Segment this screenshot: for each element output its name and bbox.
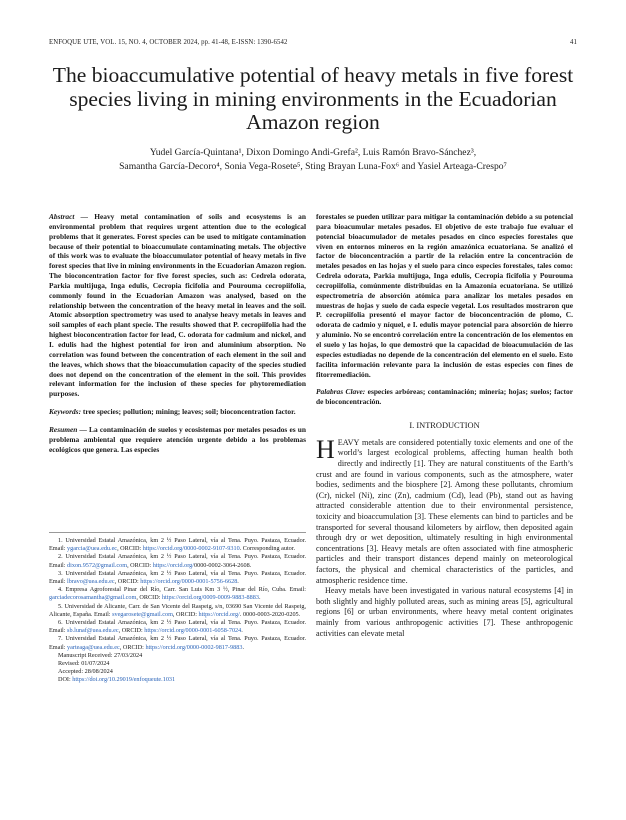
footnotes [49, 532, 306, 685]
running-head: ENFOQUE UTE, VOL. 15, NO. 4, OCTOBER 2024, pp. 41-48, E-ISSN: 1390-6542 [49, 39, 288, 46]
footnote [49, 570, 306, 586]
footnote-text: 6. Universidad Estatal Amazónica, km 2 ½ Paso Lateral, vía al Tena. Puyo. Pastaza, Ecuador. Email: [49, 619, 306, 635]
footnote-orcid-link[interactable]: https://orcid.org/0000-0002-9107-9310 [142, 545, 240, 553]
palabras-clave [316, 387, 573, 407]
footnote-orcid-label: , ORCID: [127, 561, 153, 569]
footnote-email-link[interactable]: dixon.9572@gmail.com [67, 561, 128, 569]
footnote-text: 3. Universidad Estatal Amazónica, km 2 ½ Paso Lateral, vía al Tena. Puyo. Pastaza, Ecuador. Email: [49, 569, 306, 586]
intro-lead-word: EAVY [337, 437, 360, 447]
palabras-label: Palabras Clave: [316, 387, 366, 397]
footnote-tail: . [258, 594, 261, 602]
footnote-text: 5. Universidad de Alicante, Carr. de San Vicente del Raspeig, s/n, 03690 San Vicente del Raspeig, Alicante, España. Email: [49, 602, 306, 618]
footnote-orcid-link[interactable]: https://orcid.org/0009-0009-9883-8883 [161, 594, 259, 602]
footnote-tail: . [241, 627, 243, 635]
intro-paragraph-2: Heavy metals have been investigated in various natural ecosystems [4] in both slightly and highly polluted areas, such as mining areas [5], agricultural regions [6] or urban environments, where heavy metal content originates mainly from various anthropogenic activities [7]. These anthropogenic activities can elevate metal [316, 586, 573, 638]
keywords-label: Keywords: [49, 407, 82, 417]
intro-p1-text: metals are considered potentially toxic elements and one of the world’s largest ecological problems, affecting human health both directly and indirectly [1]. They are natural constituents of the Earth’s crust and are found in various components, such as the atmosphere, water bodies, sediments and the biosphere [2]. Among these pollutants, chromium (Cr), nickel (Ni), zinc (Zn), cadmium (Cd), lead (Pb), stand out as having attracted considerable attention due to their environmental persistence, toxicity and bioaccumulation [3]. These elements can bind to particles and be transported for several thousand kilometers by airflow, then deposited again through dry or wet deposition, ultimately resulting in high environmental concentrations [3]. Heavy metals are often associated with fine atmospheric particles and their transport distances depend mainly on meteorological factors, the physical and chemical characteristics of the particles, and atmospheric residence time. [316, 437, 573, 585]
abstract [49, 212, 306, 399]
footnote-text: 1. Universidad Estatal Amazónica, km 2 ½ Paso Lateral, vía al Tena. Puyo. Pastaza, Ecuador. Email: [49, 537, 306, 553]
doi-link[interactable]: https://doi.org/10.29019/enfoqueute.1031 [72, 676, 176, 684]
footnote-tail: . 0000-0003-2020-0205. [239, 610, 301, 618]
palabras-text: especies arbóreas; contaminación; minería; hojas; suelos; factor de bioconcentración. [316, 387, 573, 407]
footnote-orcid-label: , ORCID: [118, 627, 145, 635]
footnote-orcid-label: , ORCID: [136, 594, 162, 602]
doi-line [49, 676, 306, 684]
footnote [49, 635, 306, 651]
author-line-1: Yudel García-Quintana¹, Dixon Domingo Andi-Grefa², Luis Ramón Bravo-Sánchez³, [149, 147, 477, 158]
footnote-orcid-link[interactable]: https://orcid.org/0000-0001-6058-7024 [144, 627, 242, 635]
footnote-email-link[interactable]: sb.lunaf@uea.edu.ec [67, 627, 119, 635]
footnote [49, 553, 306, 569]
author-line-2: Samantha García-Decoro⁴, Sonia Vega-Rosete⁵, Sting Brayan Luna-Fox⁶ and Yasiel Arteaga-Crespo⁷ [119, 160, 507, 172]
footnote-email-link[interactable]: svegarosete@gmail.com [112, 610, 173, 618]
footnote-orcid-link[interactable]: https://orcid.org/ [152, 561, 194, 569]
footnote-orcid-label: , ORCID: [117, 545, 143, 553]
intro-paragraph-1 [316, 434, 573, 586]
keywords [49, 407, 306, 417]
resumen-continued: forestales se pueden utilizar para mitigar la contaminación debido a su potencial para bioacumular metales pesados. El objetivo de este trabajo fue evaluar el potencial bioacumulador de metales pesados en cinco especies forestales que viven en entornos mineros en la región amazónica ecuatoriana. Se analizó el factor de bioconcentración a partir de la relación entre la concentración de metales pesados en las hojas y el suelo para cinco especies forestales, tales como: Cedrela odorata, Parkia multijuga, Inga edulis, Cecropia ficifolia y Pourouma cecropiifolia, comúnmente distribuidas en la Amazonía ecuatoriana. Se utilizó espectrometría de absorción atómica para analizar los metales pesados en muestras de hojas y suelo de cada especie vegetal. Los resultados mostraron que P. cecropiifolia presentó el mayor factor de bioconcentración de plomo, C. odorata de cadmio y níquel, e I. edulis mayor potencial para absorción de hierro y aluminio. No se encontró correlación entre la concentración de los elementos en el suelo y las hojas, lo que demostró que la capacidad de bioacumulación de las especies estudiadas no depende de la concentración del elemento en el suelo. Esto facilita información relevante para la inclusión de estas especies con fines de fitorremediación. [316, 212, 573, 379]
resumen-label: Resumen — [49, 424, 87, 434]
footnote-orcid-link[interactable]: https://orcid.org/0000-0001-5756-6628 [140, 578, 238, 586]
footnote-text: 2. Universidad Estatal Amazónica, km 2 ½ Paso Lateral, vía al Tena. Puyo. Pastaza, Ecuador. Email: [49, 553, 306, 569]
keywords-text: tree species; pollution; mining; leaves; soil; bioconcentration factor. [81, 407, 296, 417]
page-number: 41 [570, 39, 577, 46]
footnote-tail: . [242, 643, 244, 651]
footnote-email-link[interactable]: yarteaga@uea.edu.ec [67, 643, 120, 651]
footnote-orcid-label: , ORCID: [172, 610, 199, 618]
footnote [49, 603, 306, 619]
footnote [49, 619, 306, 635]
footnote [49, 586, 306, 602]
resumen [49, 425, 306, 455]
abstract-text: Heavy metal contamination of soils and ecosystems is an environmental problem that requires urgent attention due to the ecological problems that it generates. Forest species can be used to mitigate contamination because of their potential to bioaccumulate contaminating metals. The objective of this work was to evaluate the bioaccumulator potential of heavy metals in five forest species that live in mining environments in the Ecuadorian Amazon region. The bioconcentration factor for five forest species, such as: Cedrela odorata, Parkia multijuga, Inga edulis, Cecropia ficifolia and Pourouma cecropiifolia, commonly found in the Ecuadorian Amazon was analysed, based on the relationship between the concentration of the heavy metal in leaves and the soil. Atomic absorption spectrometry was used to analyse heavy metals in leaves and soil samples of each plant specie. The results showed that P. cecropiifolia had the highest bioconcentration factor for lead, C. odorata for cadmium and nickel, and I. edulis had the highest potential for iron and aluminium absorption. No correlation was found between the concentration of each element in the soil and the leaves, which shows that the bioaccumulation capacity of the species studied does not depend on the concentration of the element in the soil. This provides relevant information for the inclusion of these species for phytoremediation purposes. [49, 212, 306, 399]
received-date: Manuscript Received: 27/03/2024 [58, 651, 143, 659]
section-heading-introduction: I. INTRODUCTION [409, 421, 480, 431]
footnote-tail: . [237, 578, 239, 586]
footnote-orcid-link[interactable]: https://orcid.org/ [198, 610, 240, 618]
paper-title: The bioaccumulative potential of heavy metals in five forest species living in mining environments in the Ecuadorian Amazon region [52, 63, 574, 134]
footnote-email-link[interactable]: lbravo@uea.edu.ec [67, 578, 115, 586]
drop-cap: H [316, 434, 335, 464]
author-list [40, 146, 586, 173]
footnote-email-link[interactable]: garciadecorosamantha@gmail.com [49, 594, 137, 602]
footnote-tail: 0000-0002-3064-2608. [194, 561, 252, 569]
running-header [49, 39, 577, 46]
footnote-text: 7. Universidad Estatal Amazónica, km 2 ½ Paso Lateral, vía al Tena. Puyo. Pastaza, Ecuador. Email: [49, 635, 306, 651]
footnote-text: 4. Empresa Agroforestal Pinar del Río, Carr. San Luis Km 3 ½, Pinar del Río, Cuba. Email: [58, 586, 306, 594]
abstract-label: Abstract — [49, 212, 89, 221]
left-column [49, 212, 306, 454]
right-column [316, 212, 573, 639]
footnote-orcid-link[interactable]: https://orcid.org/0000-0002-9817-9883 [145, 643, 243, 651]
doi-label: DOI: [58, 676, 73, 684]
revised-date: Revised: 01/07/2024 [58, 660, 110, 668]
footnote-orcid-label: , ORCID: [114, 578, 141, 586]
footnote [49, 537, 306, 553]
resumen-text: La contaminación de suelos y ecosistemas por metales pesados es un problema ambiental que requiere atención urgente debido a los problemas ecológicos que genera. Las especies [49, 424, 306, 454]
accepted-date: Accepted: 28/08/2024 [58, 668, 113, 676]
footnote-orcid-label: , ORCID: [119, 643, 146, 651]
footnote-email-link[interactable]: ygarcia@uea.edu.ec [67, 545, 118, 553]
footnote-tail: . Corresponding autor. [239, 545, 296, 553]
